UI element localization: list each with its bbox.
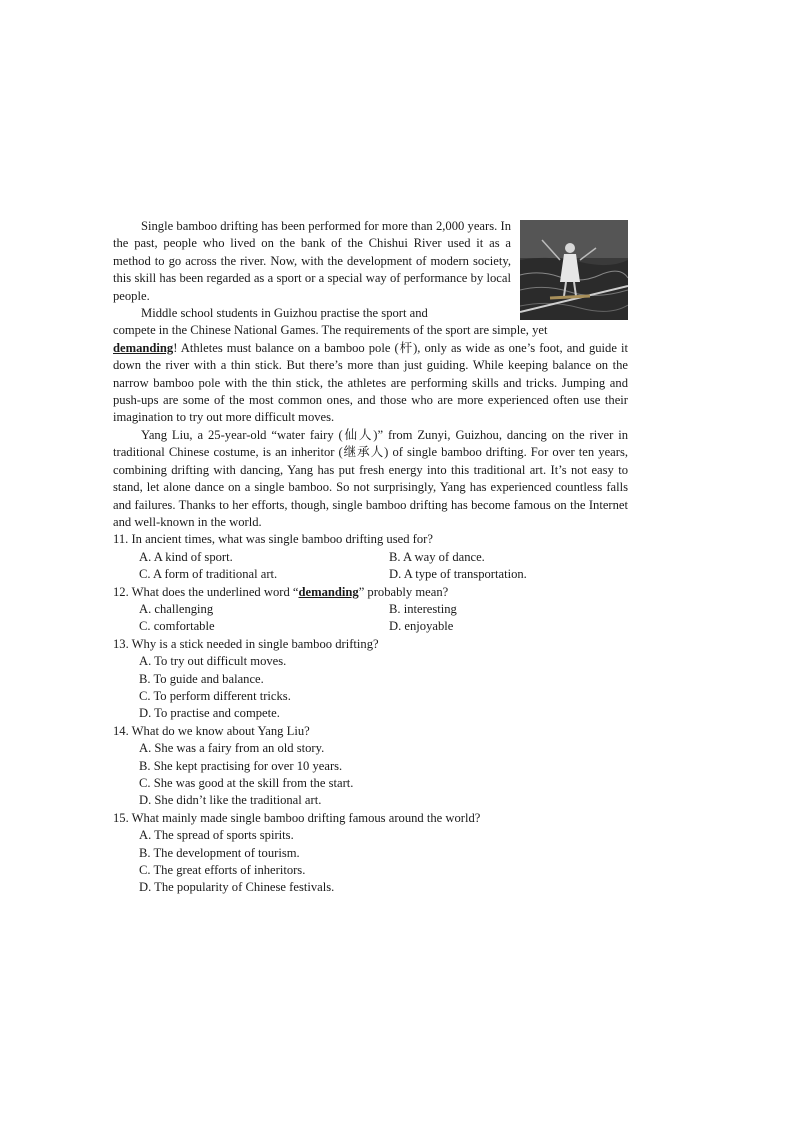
question-number: 12.: [113, 584, 129, 599]
question-number: 15.: [113, 810, 129, 825]
question-text-after: ” probably mean?: [358, 584, 449, 599]
question-14: [113, 723, 628, 810]
underlined-word-demanding: demanding: [113, 340, 174, 355]
option-a[interactable]: A. The spread of sports spirits.: [139, 828, 294, 843]
question-13: [113, 636, 628, 723]
option-b[interactable]: B. She kept practising for over 10 years.: [139, 758, 343, 773]
question-stem: [113, 810, 628, 827]
option-d[interactable]: D. The popularity of Chinese festivals.: [139, 880, 335, 895]
answer-options: [113, 601, 628, 636]
question-15: [113, 810, 628, 897]
option-a[interactable]: A. To try out difficult moves.: [139, 654, 287, 669]
option-a[interactable]: A. She was a fairy from an old story.: [139, 741, 325, 756]
question-11: [113, 531, 628, 583]
option-d[interactable]: D. enjoyable: [389, 619, 454, 634]
bamboo-drifting-photo: [520, 220, 628, 320]
paragraph-2-body: [113, 340, 628, 427]
question-text-before: What does the underlined word “: [131, 584, 299, 599]
option-b[interactable]: B. The development of tourism.: [139, 845, 300, 860]
option-d[interactable]: D. A type of transportation.: [389, 567, 527, 582]
option-c[interactable]: C. The great efforts of inheritors.: [139, 863, 306, 878]
option-c[interactable]: C. To perform different tricks.: [139, 688, 291, 703]
option-c[interactable]: C. A form of traditional art.: [139, 567, 278, 582]
question-text: What do we know about Yang Liu?: [131, 723, 310, 738]
question-12: [113, 584, 628, 636]
question-text: Why is a stick needed in single bamboo drifting?: [131, 636, 379, 651]
paragraph-2: [113, 305, 628, 427]
paragraph-2-first-line: Middle school students in Guizhou practise the sport and: [141, 306, 428, 321]
paragraph-1: Single bamboo drifting has been performed for more than 2,000 years. In the past, people who lived on the bank of the Chishui River used it as a method to go across the river. Now, with the development of modern society, this skill has been regarded as a sport or a special way of performance by local people.: [113, 219, 511, 303]
option-b[interactable]: B. A way of dance.: [389, 549, 485, 564]
question-stem: [113, 531, 628, 548]
question-text: What mainly made single bamboo drifting famous around the world?: [131, 810, 481, 825]
question-number: 13.: [113, 636, 129, 651]
question-stem: [113, 723, 628, 740]
paragraph-2-line-2: compete in the Chinese National Games. The requirements of the sport are simple, yet: [113, 323, 548, 338]
answer-options: [113, 549, 628, 584]
reading-passage-section: [113, 218, 628, 897]
option-d[interactable]: D. To practise and compete.: [139, 706, 280, 721]
option-a[interactable]: A. challenging: [139, 601, 214, 616]
answer-options: [113, 827, 628, 897]
question-text: In ancient times, what was single bamboo drifting used for?: [131, 532, 433, 547]
option-d[interactable]: D. She didn’t like the traditional art.: [139, 793, 322, 808]
paragraph-2-rest: ! Athletes must balance on a bamboo pole (杆), only as wide as one’s foot, and guide it down the river with a thin stick. But there’s more than just guiding. While keeping balance on the narrow bamboo pole with the thin stick, the athletes are performing skills and tricks. Jumping and push-ups are some of the most common ones, and those who are more experienced often use their imagination to try out more difficult moves.: [113, 340, 628, 425]
question-number: 11.: [113, 532, 129, 547]
option-a[interactable]: A. A kind of sport.: [139, 549, 233, 564]
question-number: 14.: [113, 723, 129, 738]
question-stem: [113, 636, 628, 653]
paragraph-3: Yang Liu, a 25-year-old “water fairy (仙人)” from Zunyi, Guizhou, dancing on the river in traditional Chinese costume, is an inheritor (继承人) of single bamboo drifting. For over ten years, combining drifting with dancing, Yang has put fresh energy into this traditional art. It’s not easy to stand, let alone dance on a single bamboo. So not surprisingly, Yang has experienced countless falls and failures. Thanks to her efforts, though, single bamboo drifting has become famous on the Internet and well-known in the world.: [113, 427, 628, 529]
option-c[interactable]: C. comfortable: [139, 619, 215, 634]
answer-options: [113, 740, 628, 810]
option-b[interactable]: B. interesting: [389, 601, 457, 616]
question-stem: [113, 584, 628, 601]
photo-illustration: [520, 220, 628, 320]
answer-options: [113, 653, 628, 723]
option-b[interactable]: B. To guide and balance.: [139, 671, 264, 686]
option-c[interactable]: C. She was good at the skill from the start.: [139, 776, 354, 790]
underlined-word-demanding: demanding: [298, 584, 359, 599]
